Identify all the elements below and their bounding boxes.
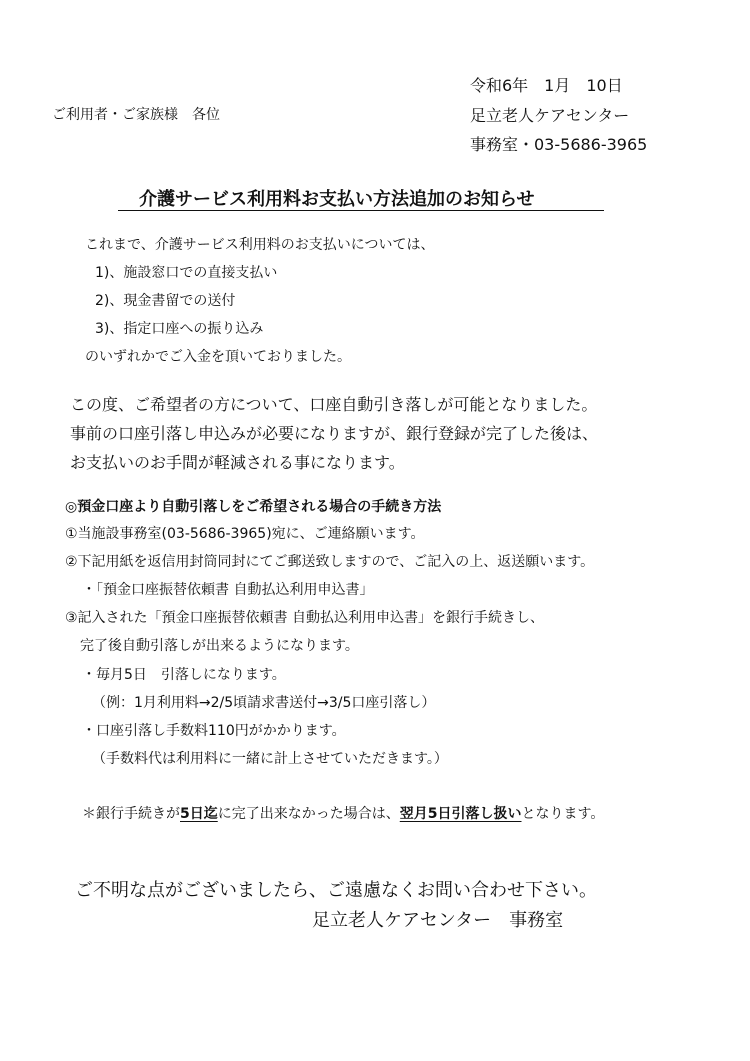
bank-deadline-note — [82, 803, 604, 823]
document-title: 介護サービス利用料お支払い方法追加のお知らせ — [139, 189, 535, 210]
warning-prefix: ＊銀行手続きが — [82, 806, 180, 822]
warning-handling: 翌月5日引落し扱い — [399, 806, 522, 822]
procedure-step-3: ③記入された「預金口座振替依頼書 自動払込利用申込書」を銀行手続きし、 — [65, 610, 544, 626]
announcement-line: 事前の口座引落し申込みが必要になりますが、銀行登録が完了した後は、 — [70, 424, 599, 443]
title-underline — [118, 210, 604, 211]
intro-lead: これまで、介護サービス利用料のお支払いについては、 — [85, 237, 435, 253]
payment-method-item: 2)、現金書留での送付 — [95, 293, 236, 309]
payment-method-item: 3)、指定口座への振り込み — [95, 321, 264, 337]
warning-deadline: 5日迄 — [180, 806, 218, 822]
sender-organization: 足立老人ケアセンター — [470, 106, 630, 125]
warning-middle: に完了出来なかった場合は、 — [217, 806, 400, 822]
note-fee: ・口座引落し手数料110円がかかります。 — [82, 723, 346, 739]
procedure-heading: ◎預金口座より自動引落しをご希望される場合の手続き方法 — [65, 499, 442, 515]
announcement-line: この度、ご希望者の方について、口座自動引き落しが可能となりました。 — [70, 395, 598, 414]
note-fee-detail: （手数料代は利用料に一緒に計上させていただきます。） — [92, 751, 448, 767]
closing-signature: 足立老人ケアセンター 事務室 — [312, 910, 564, 931]
procedure-step-1: ①当施設事務室(03-5686-3965)宛に、ご連絡願います。 — [65, 526, 425, 542]
warning-suffix: となります。 — [521, 806, 605, 822]
office-phone: 事務室・03-5686-3965 — [470, 135, 648, 154]
addressee: ご利用者・ご家族様 各位 — [52, 107, 220, 123]
procedure-step-3-continued: 完了後自動引落しが出来るようになります。 — [80, 638, 359, 654]
inquiry-message: ご不明な点がございましたら、ご遠慮なくお問い合わせ下さい。 — [75, 880, 597, 901]
intro-closing: のいずれかでご入金を頂いておりました。 — [85, 349, 351, 365]
announcement-line: お支払いのお手間が軽減される事になります。 — [70, 453, 405, 472]
procedure-form-name: ・「預金口座振替依頼書 自動払込利用申込書」 — [82, 582, 374, 598]
payment-method-item: 1)、施設窓口での直接支払い — [95, 265, 278, 281]
procedure-step-2: ②下記用紙を返信用封筒同封にてご郵送致しますので、ご記入の上、返送願います。 — [65, 554, 595, 570]
note-withdrawal-date: ・毎月5日 引落しになります。 — [82, 667, 286, 683]
issue-date: 令和6年 1月 10日 — [470, 76, 623, 95]
note-withdrawal-example: （例：1月利用料→2/5頃請求書送付→3/5口座引落し） — [92, 695, 436, 711]
